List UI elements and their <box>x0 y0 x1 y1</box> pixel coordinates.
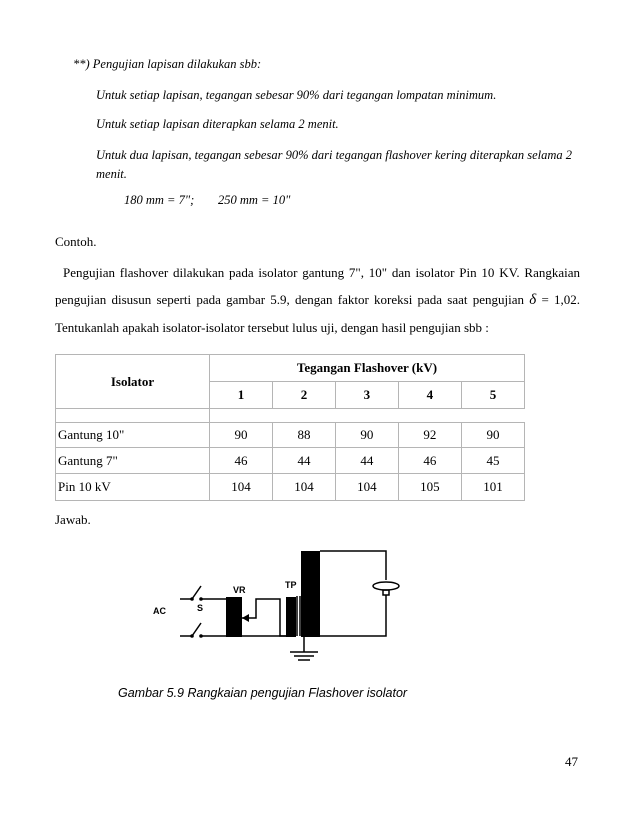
paragraph-line-3: Tentukanlah apakah isolator-isolator tersebut lulus uji, dengan hasil pengujian sbb : <box>55 320 489 335</box>
header-col-5: 5 <box>461 382 524 409</box>
row-name: Gantung 7" <box>56 448 210 474</box>
vr-regulator-block <box>226 597 242 637</box>
label-ac: AC <box>153 606 166 616</box>
table-cell: 104 <box>272 474 335 501</box>
paragraph-line-2-end: = 1,02. <box>541 292 581 307</box>
label-vr: VR <box>233 585 246 595</box>
label-s: S <box>197 603 204 613</box>
table-cell: 46 <box>398 448 461 474</box>
table-cell: 105 <box>398 474 461 501</box>
example-title: Contoh. <box>55 234 97 249</box>
table-cell: 44 <box>335 448 398 474</box>
table-cell: 46 <box>210 448 273 474</box>
page-number: 47 <box>565 754 578 769</box>
table-cell: 45 <box>461 448 524 474</box>
header-col-2: 2 <box>272 382 335 409</box>
table-cell: 44 <box>272 448 335 474</box>
table-cell: 104 <box>210 474 273 501</box>
notes-heading: **) Pengujian lapisan dilakukan sbb: <box>73 57 262 71</box>
switch-contact <box>199 634 203 638</box>
tp-primary-winding <box>286 597 296 637</box>
switch-blade-top <box>192 586 201 599</box>
header-isolator: Isolator <box>56 355 210 409</box>
table-cell: 90 <box>335 423 398 448</box>
answer-title: Jawab. <box>55 512 91 527</box>
row-name: Gantung 10" <box>56 423 210 448</box>
table-cell: 88 <box>272 423 335 448</box>
table-cell: 90 <box>210 423 273 448</box>
conversion-250mm: 250 mm = 10" <box>218 193 291 207</box>
table-cell: 92 <box>398 423 461 448</box>
row-name: Pin 10 kV <box>56 474 210 501</box>
table-cell: 104 <box>335 474 398 501</box>
switch-contact <box>199 597 203 601</box>
label-tp: TP <box>285 580 297 590</box>
paragraph-line-2-text: pengujian disusun seperti pada gambar 5.9, dengan faktor koreksi pada saat pengujian <box>55 292 524 307</box>
insulator-pin <box>383 590 389 595</box>
header-col-3: 3 <box>335 382 398 409</box>
vr-arrow-icon <box>242 614 249 622</box>
wire-hv-top <box>320 551 386 580</box>
figure-caption: Gambar 5.9 Rangkaian pengujian Flashover isolator <box>118 686 408 700</box>
switch-contact <box>190 597 194 601</box>
paragraph-line-1: Pengujian flashover dilakukan pada isolator gantung 7", 10" dan isolator Pin 10 KV. Rangkaian <box>63 265 580 280</box>
header-col-4: 4 <box>398 382 461 409</box>
insulator-disc <box>373 582 399 590</box>
conversion-180mm: 180 mm = 7"; <box>124 193 195 207</box>
notes-line-3b: menit. <box>96 167 127 181</box>
table-cell: 101 <box>461 474 524 501</box>
switch-blade-bottom <box>192 623 201 636</box>
tp-secondary-winding <box>301 551 320 637</box>
notes-line-2: Untuk setiap lapisan diterapkan selama 2 menit. <box>96 117 339 131</box>
notes-line-3a: Untuk dua lapisan, tegangan sebesar 90% dari tegangan flashover kering diterapkan selama 2 <box>96 148 572 162</box>
header-col-1: 1 <box>210 382 273 409</box>
table-cell: 90 <box>461 423 524 448</box>
wire-hv-return <box>320 595 386 636</box>
notes-line-1: Untuk setiap lapisan, tegangan sebesar 90% dari tegangan lompatan minimum. <box>96 88 497 102</box>
delta-symbol: δ <box>529 292 537 308</box>
header-voltage-group: Tegangan Flashover (kV) <box>210 355 525 382</box>
switch-contact <box>190 634 194 638</box>
